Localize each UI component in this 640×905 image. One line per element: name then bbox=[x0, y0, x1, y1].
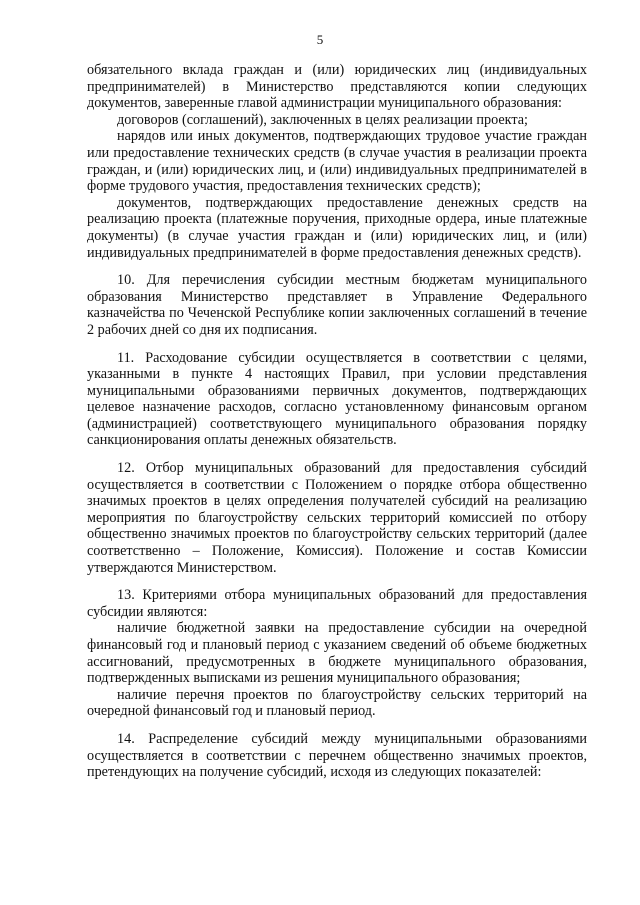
paragraph-criterion-budget-request: наличие бюджетной заявки на предоставление субсидии на очередной финансовый год и плановый период с указанием сведений об объеме бюджетных ассигнований, предусмотренных в бюджете муниципального образования, подтвержденных выписками из решения муниципального образования; bbox=[87, 620, 587, 687]
paragraph-clause-10: 10. Для перечисления субсидии местным бюджетам муниципального образования Министерство представляет в Управление Федерального казначейства по Чеченской Республике копии заключенных соглашений в течение 2 рабочих дней со дня их подписания. bbox=[87, 272, 587, 338]
paragraph-list-item-work-orders: нарядов или иных документов, подтверждающих трудовое участие граждан или предоставление технических средств (в случае участия в реализации проекта граждан, и (или) юридических лиц, и (или) индивидуальных предпринимателей в форме трудового участия, предоставления технических средств); bbox=[87, 128, 587, 195]
document-body bbox=[87, 62, 587, 781]
page-number: 5 bbox=[316, 32, 324, 47]
paragraph-clause-11: 11. Расходование субсидии осуществляется в соответствии с целями, указанными в пункте 4 настоящих Правил, при условии представления муниципальными образованиями первичных документов, подтверждающих целевое назначение расходов, согласно установленному финансовым органом (администрацией) соответствующего муниципального образования порядку санкционирования оплаты денежных обязательств. bbox=[87, 349, 587, 449]
paragraph-list-item-payment-documents: документов, подтверждающих предоставление денежных средств на реализацию проекта (платежные поручения, приходные ордера, иные платежные документы) (в случае участия граждан и (или) юридических лиц, и (или) индивидуальных предпринимателей в форме предоставления денежных средств). bbox=[87, 194, 587, 261]
paragraph-clause-12: 12. Отбор муниципальных образований для предоставления субсидий осуществляется в соответствии с Положением о порядке отбора общественно значимых проектов в целях определения получателей субсидий на реализацию мероприятия по благоустройству сельских территорий комиссией по отбору общественно значимых проектов по благоустройству сельских территорий (далее соответственно – Положение, Комиссия). Положение и состав Комиссии утверждаются Министерством. bbox=[87, 460, 587, 576]
paragraph-list-item-agreements: договоров (соглашений), заключенных в целях реализации проекта; bbox=[117, 111, 528, 128]
paragraph-continuation: обязательного вклада граждан и (или) юридических лиц (индивидуальных предпринимателей) в Министерство представляются копии следующих документов, заверенные главой администрации муниципального образования: bbox=[87, 62, 587, 112]
paragraph-clause-13: 13. Критериями отбора муниципальных образований для предоставления субсидии являются: bbox=[87, 587, 587, 620]
paragraph-clause-14: 14. Распределение субсидий между муниципальными образованиями осуществляется в соответствии с перечнем общественно значимых проектов, претендующих на получение субсидий, исходя из следующих показателей: bbox=[87, 730, 587, 781]
paragraph-criterion-project-list: наличие перечня проектов по благоустройству сельских территорий на очередной финансовый год и плановый период. bbox=[87, 686, 587, 720]
